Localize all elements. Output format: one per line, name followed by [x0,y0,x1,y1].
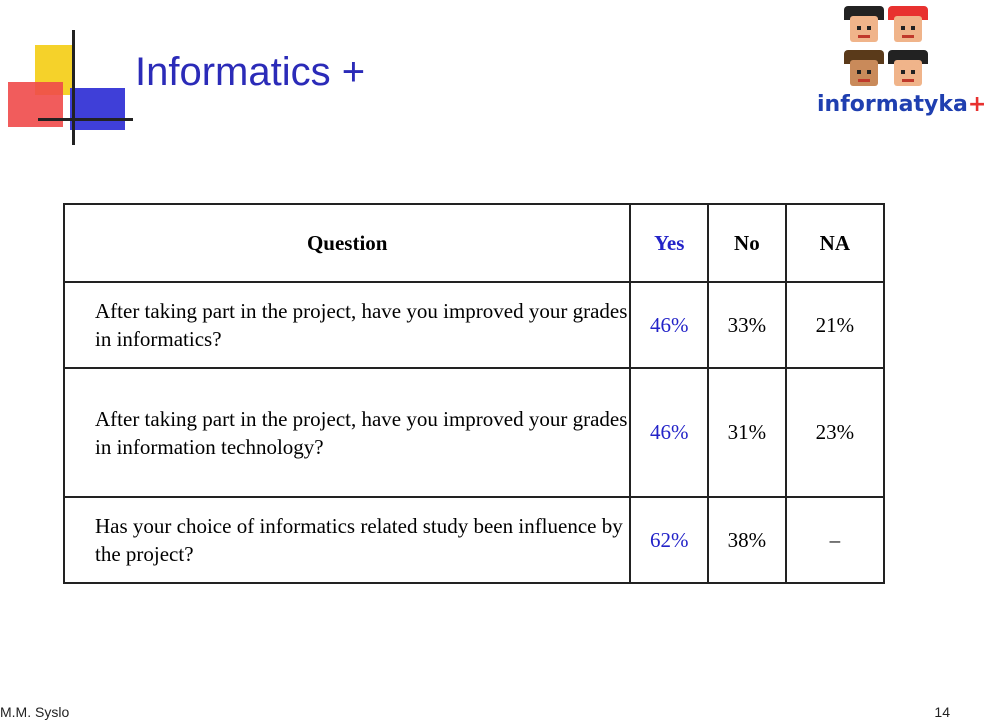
decor-vertical-line [72,30,75,145]
face-icon [844,6,884,46]
table-row [64,282,884,368]
no-cell: 31% [708,368,786,497]
survey-table [63,203,885,584]
slide-title: Informatics + [135,50,366,94]
yes-cell: 46% [630,282,708,368]
header-no: No [708,204,786,282]
question-cell: After taking part in the project, have you improved your grades in informatics? [64,282,630,368]
face-icon [888,6,928,46]
decor-blue-block [70,88,125,130]
no-cell: 38% [708,497,786,583]
yes-cell: 62% [630,497,708,583]
table-row [64,497,884,583]
decor-letter: E [88,40,101,60]
header-na: NA [786,204,884,282]
footer-author: M.M. Syslo [0,704,70,720]
table-row [64,368,884,497]
question-cell: Has your choice of informatics related study been influence by the project? [64,497,630,583]
na-cell: – [786,497,884,583]
page-number: 14 [934,704,950,720]
logo-faces-icon [842,4,932,92]
yes-cell: 46% [630,368,708,497]
question-cell: After taking part in the project, have you improved your grades in information technology? [64,368,630,497]
na-cell: 21% [786,282,884,368]
table-header-row [64,204,884,282]
logo-plus: + [967,92,986,117]
logo-word: informatyka [817,92,968,117]
header-yes: Yes [630,204,708,282]
no-cell: 33% [708,282,786,368]
face-icon [888,50,928,90]
decor-horizontal-line [38,118,133,121]
header-question: Question [64,204,630,282]
logo-text [817,92,986,117]
na-cell: 23% [786,368,884,497]
face-icon [844,50,884,90]
